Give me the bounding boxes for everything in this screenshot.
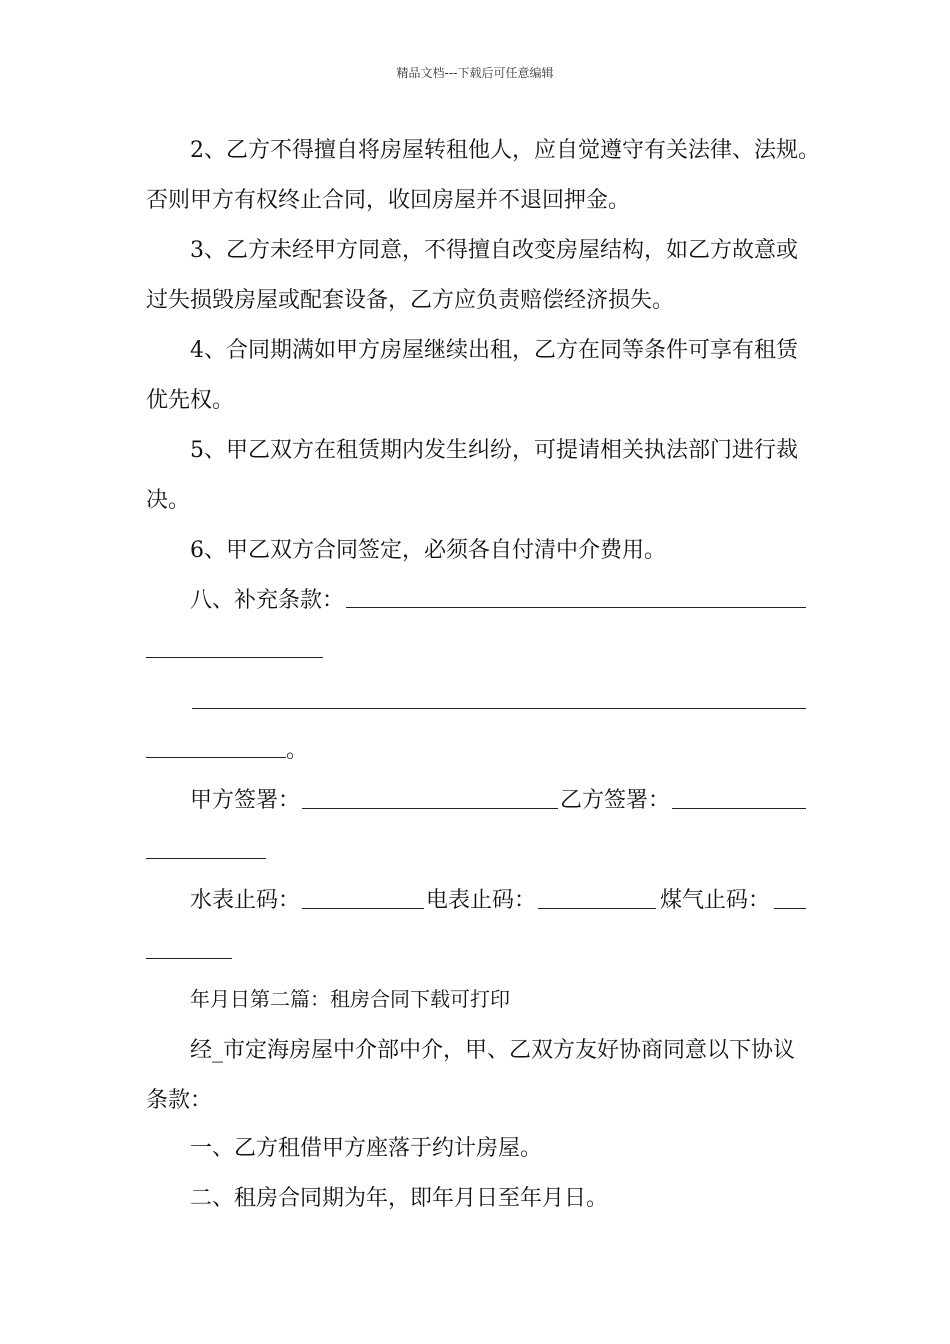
party-b-sign-blank-2[interactable]	[146, 858, 266, 859]
intro-line-1: 经_市定海房屋中介部中介，甲、乙双方友好协商同意以下协议	[190, 1038, 796, 1063]
supplement-period: 。	[286, 738, 309, 763]
supplement-label: 八、补充条款：	[190, 588, 345, 613]
supplement-blank-2[interactable]	[146, 657, 323, 658]
clause-3-line-2: 过失损毁房屋或配套设备，乙方应负责赔偿经济损失。	[146, 288, 675, 313]
clause-6: 6、甲乙双方合同签定，必须各自付清中介费用。	[190, 538, 666, 563]
article-2: 二、租房合同期为年，即年月日至年月日。	[190, 1186, 609, 1211]
second-contract-title: 年月日第二篇：租房合同下载可打印	[190, 987, 510, 1011]
clause-4-line-1: 4、合同期满如甲方房屋继续出租，乙方在同等条件可享有租赁	[190, 338, 798, 363]
intro-line-2: 条款：	[146, 1088, 213, 1113]
article-1: 一、乙方租借甲方座落于约计房屋。	[190, 1136, 543, 1161]
supplement-row	[190, 586, 854, 616]
gas-meter-blank-2[interactable]	[146, 958, 232, 959]
party-b-sign-label: 乙方签署：	[560, 788, 671, 813]
party-a-sign-label: 甲方签署：	[190, 788, 301, 813]
page-header: 精品文档---下载后可任意编辑	[396, 66, 554, 80]
water-meter-blank[interactable]	[302, 908, 424, 909]
party-b-sign-blank-1[interactable]	[672, 808, 806, 809]
electric-meter-blank[interactable]	[538, 908, 656, 909]
gas-meter-label: 煤气止码：	[660, 888, 771, 913]
clause-2-line-2: 否则甲方有权终止合同，收回房屋并不退回押金。	[146, 188, 631, 213]
clause-5-line-2: 决。	[146, 488, 191, 513]
clause-5-line-1: 5、甲乙双方在租赁期内发生纠纷，可提请相关执法部门进行裁	[190, 438, 798, 463]
gas-meter-blank-1[interactable]	[774, 908, 806, 909]
clause-2-line-1: 2、乙方不得擅自将房屋转租他人，应自觉遵守有关法律、法规。	[190, 138, 820, 163]
electric-meter-label: 电表止码：	[426, 888, 537, 913]
supplement-blank-3[interactable]	[192, 708, 806, 709]
water-meter-label: 水表止码：	[190, 888, 301, 913]
supplement-blank-1[interactable]	[346, 607, 806, 608]
clause-4-line-2: 优先权。	[146, 388, 235, 413]
clause-3-line-1: 3、乙方未经甲方同意，不得擅自改变房屋结构，如乙方故意或	[190, 238, 798, 263]
supplement-blank-4[interactable]	[146, 757, 286, 758]
signature-row	[190, 786, 854, 816]
party-a-sign-blank[interactable]	[302, 808, 558, 809]
